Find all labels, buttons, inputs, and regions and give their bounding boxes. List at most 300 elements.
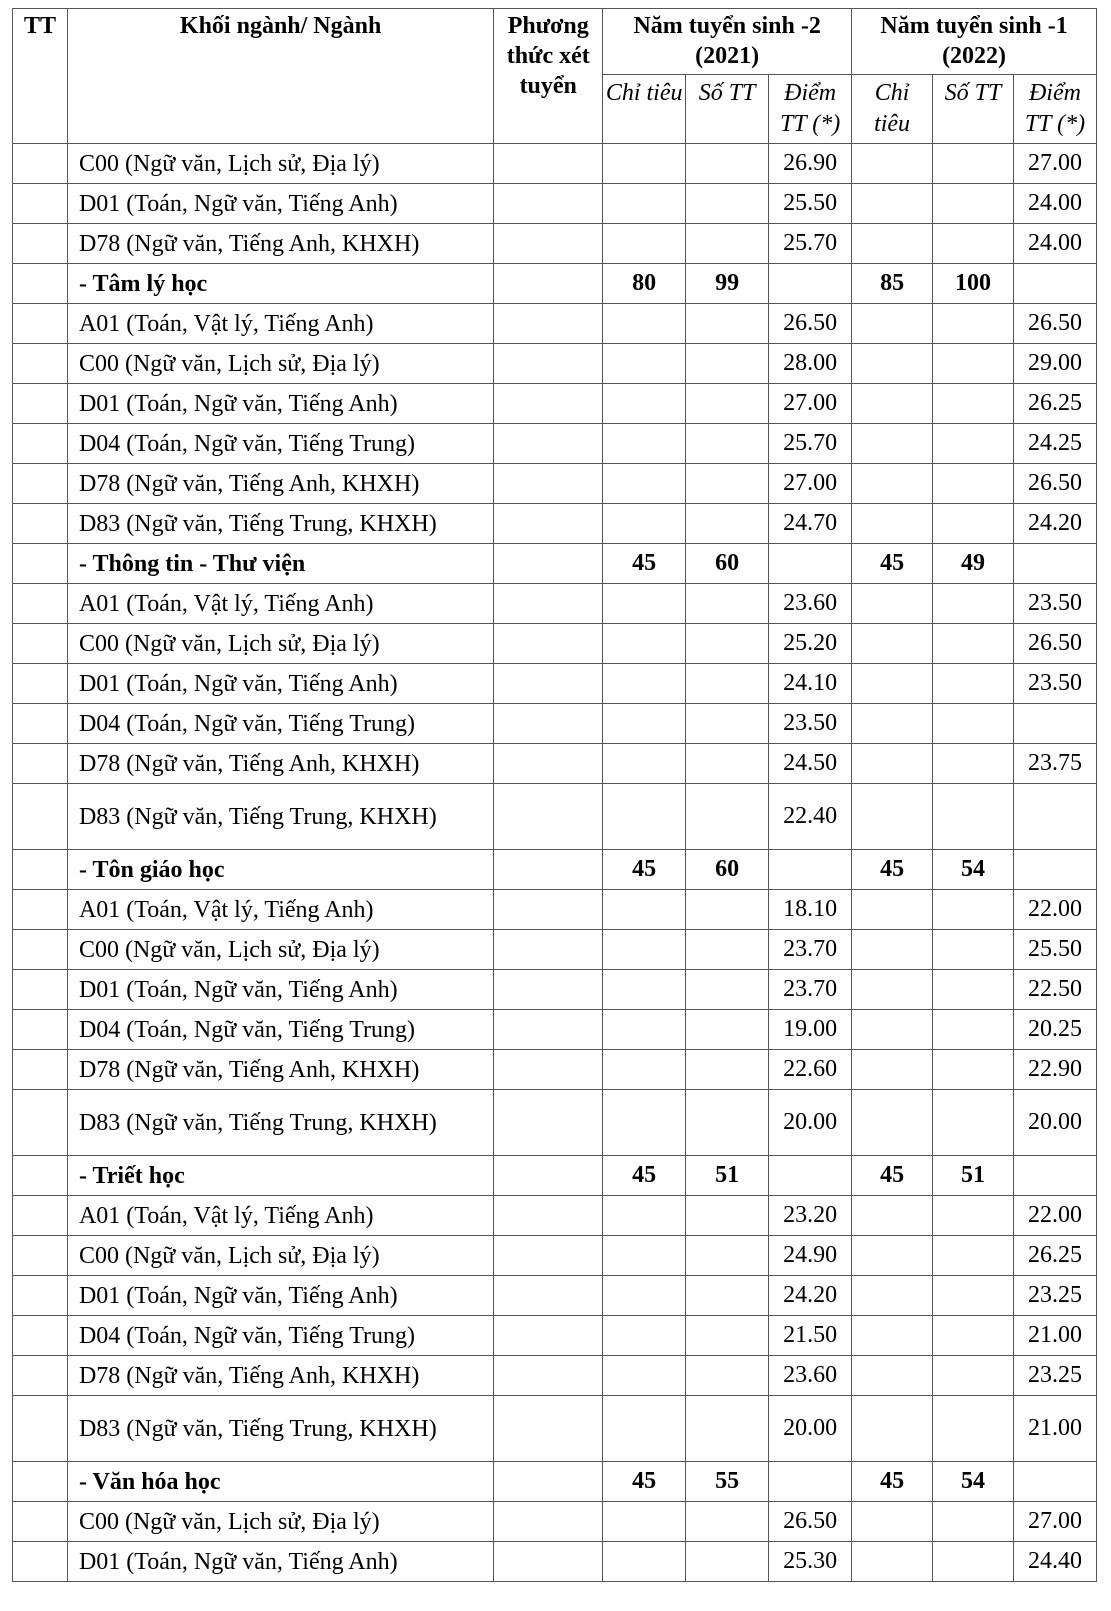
diem-tt-2022-cell: 23.25 <box>1013 1276 1096 1316</box>
diem-tt-2022-cell: 21.00 <box>1013 1396 1096 1462</box>
diem-tt-2022-cell: 24.25 <box>1013 424 1096 464</box>
tt-cell <box>13 664 68 704</box>
program-name-cell: C00 (Ngữ văn, Lịch sử, Địa lý) <box>67 624 493 664</box>
method-cell <box>494 890 603 930</box>
so-tt-2022-cell <box>933 970 1014 1010</box>
header-so-tt-2022: Số TT <box>933 75 1014 144</box>
combination-row <box>13 184 1097 224</box>
major-row <box>13 1462 1097 1502</box>
tt-cell <box>13 1196 68 1236</box>
diem-tt-2022-cell: 24.00 <box>1013 184 1096 224</box>
so-tt-2022-cell <box>933 424 1014 464</box>
diem-tt-2021-cell: 18.10 <box>769 890 852 930</box>
combination-row <box>13 464 1097 504</box>
method-cell <box>494 624 603 664</box>
diem-tt-2022-cell: 26.50 <box>1013 304 1096 344</box>
diem-tt-2022-cell: 24.00 <box>1013 224 1096 264</box>
table-header <box>13 9 1097 144</box>
program-name-cell: C00 (Ngữ văn, Lịch sử, Địa lý) <box>67 1502 493 1542</box>
method-cell <box>494 464 603 504</box>
program-name-cell: C00 (Ngữ văn, Lịch sử, Địa lý) <box>67 344 493 384</box>
program-name-cell: A01 (Toán, Vật lý, Tiếng Anh) <box>67 1196 493 1236</box>
header-year-2021: Năm tuyển sinh -2 (2021) <box>603 9 852 75</box>
program-name-cell: D04 (Toán, Ngữ văn, Tiếng Trung) <box>67 704 493 744</box>
chi-tieu-2021-cell <box>603 1050 686 1090</box>
diem-tt-2022-cell: 22.90 <box>1013 1050 1096 1090</box>
chi-tieu-2021-cell <box>603 1196 686 1236</box>
combination-row <box>13 1396 1097 1462</box>
chi-tieu-2021-cell <box>603 1542 686 1582</box>
combination-row <box>13 1276 1097 1316</box>
so-tt-2021-cell <box>686 930 769 970</box>
method-cell <box>494 784 603 850</box>
so-tt-2021-cell <box>686 1276 769 1316</box>
diem-tt-2021-cell: 27.00 <box>769 384 852 424</box>
so-tt-2021-cell <box>686 384 769 424</box>
combination-row <box>13 1502 1097 1542</box>
so-tt-2021-cell <box>686 784 769 850</box>
so-tt-2021-cell <box>686 704 769 744</box>
diem-tt-2022-cell: 26.25 <box>1013 384 1096 424</box>
chi-tieu-2021-cell: 45 <box>603 850 686 890</box>
diem-tt-2022-cell: 20.00 <box>1013 1090 1096 1156</box>
so-tt-2021-cell: 51 <box>686 1156 769 1196</box>
program-name-cell: D78 (Ngữ văn, Tiếng Anh, KHXH) <box>67 1050 493 1090</box>
diem-tt-2022-cell: 23.50 <box>1013 664 1096 704</box>
chi-tieu-2021-cell <box>603 1276 686 1316</box>
program-name-cell: D04 (Toán, Ngữ văn, Tiếng Trung) <box>67 424 493 464</box>
combination-row <box>13 1196 1097 1236</box>
tt-cell <box>13 144 68 184</box>
chi-tieu-2021-cell <box>603 930 686 970</box>
so-tt-2022-cell: 49 <box>933 544 1014 584</box>
so-tt-2022-cell <box>933 784 1014 850</box>
chi-tieu-2022-cell <box>852 384 933 424</box>
so-tt-2021-cell <box>686 744 769 784</box>
diem-tt-2022-cell: 23.25 <box>1013 1356 1096 1396</box>
chi-tieu-2022-cell <box>852 664 933 704</box>
diem-tt-2022-cell: 20.25 <box>1013 1010 1096 1050</box>
chi-tieu-2022-cell: 45 <box>852 1156 933 1196</box>
so-tt-2021-cell <box>686 1356 769 1396</box>
diem-tt-2022-cell <box>1013 784 1096 850</box>
so-tt-2021-cell <box>686 1050 769 1090</box>
chi-tieu-2021-cell <box>603 704 686 744</box>
tt-cell <box>13 584 68 624</box>
diem-tt-2021-cell: 24.90 <box>769 1236 852 1276</box>
header-phuong-thuc: Phương thức xét tuyển <box>494 9 603 144</box>
diem-tt-2021-cell: 20.00 <box>769 1396 852 1462</box>
method-cell <box>494 1050 603 1090</box>
so-tt-2022-cell <box>933 224 1014 264</box>
program-name-cell: A01 (Toán, Vật lý, Tiếng Anh) <box>67 584 493 624</box>
diem-tt-2021-cell: 24.50 <box>769 744 852 784</box>
major-row <box>13 1156 1097 1196</box>
tt-cell <box>13 384 68 424</box>
tt-cell <box>13 1090 68 1156</box>
so-tt-2021-cell: 99 <box>686 264 769 304</box>
chi-tieu-2021-cell <box>603 1502 686 1542</box>
so-tt-2022-cell <box>933 584 1014 624</box>
so-tt-2022-cell <box>933 1236 1014 1276</box>
tt-cell <box>13 1050 68 1090</box>
method-cell <box>494 584 603 624</box>
program-name-cell: D83 (Ngữ văn, Tiếng Trung, KHXH) <box>67 1396 493 1462</box>
chi-tieu-2022-cell <box>852 1090 933 1156</box>
chi-tieu-2021-cell <box>603 584 686 624</box>
so-tt-2022-cell <box>933 890 1014 930</box>
method-cell <box>494 384 603 424</box>
program-name-cell: D04 (Toán, Ngữ văn, Tiếng Trung) <box>67 1010 493 1050</box>
so-tt-2021-cell <box>686 224 769 264</box>
chi-tieu-2021-cell <box>603 384 686 424</box>
method-cell <box>494 184 603 224</box>
combination-row <box>13 384 1097 424</box>
chi-tieu-2021-cell <box>603 144 686 184</box>
combination-row <box>13 970 1097 1010</box>
chi-tieu-2021-cell <box>603 970 686 1010</box>
so-tt-2021-cell: 60 <box>686 544 769 584</box>
combination-row <box>13 1090 1097 1156</box>
method-cell <box>494 424 603 464</box>
so-tt-2022-cell <box>933 930 1014 970</box>
program-name-cell: - Văn hóa học <box>67 1462 493 1502</box>
diem-tt-2021-cell: 23.60 <box>769 584 852 624</box>
chi-tieu-2022-cell <box>852 424 933 464</box>
header-diem-tt-2022: Điểm TT (*) <box>1013 75 1096 144</box>
header-khoi-nganh: Khối ngành/ Ngành <box>67 9 493 144</box>
method-cell <box>494 1356 603 1396</box>
diem-tt-2022-cell <box>1013 1156 1096 1196</box>
tt-cell <box>13 1502 68 1542</box>
tt-cell <box>13 504 68 544</box>
chi-tieu-2022-cell <box>852 704 933 744</box>
diem-tt-2021-cell: 26.50 <box>769 1502 852 1542</box>
so-tt-2021-cell <box>686 624 769 664</box>
diem-tt-2021-cell: 23.20 <box>769 1196 852 1236</box>
combination-row <box>13 1236 1097 1276</box>
diem-tt-2022-cell: 29.00 <box>1013 344 1096 384</box>
major-row <box>13 264 1097 304</box>
chi-tieu-2022-cell <box>852 224 933 264</box>
so-tt-2022-cell <box>933 384 1014 424</box>
so-tt-2022-cell: 54 <box>933 850 1014 890</box>
diem-tt-2021-cell: 25.70 <box>769 224 852 264</box>
diem-tt-2021-cell: 23.60 <box>769 1356 852 1396</box>
tt-cell <box>13 890 68 930</box>
chi-tieu-2022-cell <box>852 1356 933 1396</box>
tt-cell <box>13 850 68 890</box>
header-so-tt-2021: Số TT <box>686 75 769 144</box>
tt-cell <box>13 184 68 224</box>
chi-tieu-2021-cell <box>603 1396 686 1462</box>
header-tt: TT <box>13 9 68 144</box>
chi-tieu-2022-cell <box>852 344 933 384</box>
so-tt-2021-cell <box>686 1196 769 1236</box>
so-tt-2022-cell <box>933 704 1014 744</box>
tt-cell <box>13 1462 68 1502</box>
combination-row <box>13 1542 1097 1582</box>
tt-cell <box>13 704 68 744</box>
chi-tieu-2022-cell <box>852 1196 933 1236</box>
method-cell <box>494 1462 603 1502</box>
diem-tt-2022-cell <box>1013 544 1096 584</box>
diem-tt-2022-cell: 21.00 <box>1013 1316 1096 1356</box>
chi-tieu-2021-cell <box>603 224 686 264</box>
diem-tt-2022-cell: 26.50 <box>1013 624 1096 664</box>
tt-cell <box>13 344 68 384</box>
combination-row <box>13 744 1097 784</box>
admission-score-table <box>12 8 1097 1582</box>
program-name-cell: D01 (Toán, Ngữ văn, Tiếng Anh) <box>67 1276 493 1316</box>
diem-tt-2021-cell <box>769 1462 852 1502</box>
diem-tt-2022-cell <box>1013 1462 1096 1502</box>
program-name-cell: D78 (Ngữ văn, Tiếng Anh, KHXH) <box>67 744 493 784</box>
diem-tt-2021-cell: 28.00 <box>769 344 852 384</box>
so-tt-2021-cell <box>686 304 769 344</box>
so-tt-2021-cell <box>686 424 769 464</box>
combination-row <box>13 890 1097 930</box>
chi-tieu-2021-cell <box>603 184 686 224</box>
chi-tieu-2022-cell <box>852 584 933 624</box>
chi-tieu-2021-cell <box>603 1236 686 1276</box>
diem-tt-2022-cell: 22.50 <box>1013 970 1096 1010</box>
combination-row <box>13 624 1097 664</box>
chi-tieu-2022-cell <box>852 1050 933 1090</box>
method-cell <box>494 1396 603 1462</box>
chi-tieu-2022-cell <box>852 784 933 850</box>
so-tt-2022-cell <box>933 1090 1014 1156</box>
combination-row <box>13 304 1097 344</box>
method-cell <box>494 304 603 344</box>
tt-cell <box>13 1356 68 1396</box>
chi-tieu-2022-cell: 85 <box>852 264 933 304</box>
method-cell <box>494 544 603 584</box>
diem-tt-2021-cell: 25.70 <box>769 424 852 464</box>
so-tt-2021-cell <box>686 1502 769 1542</box>
method-cell <box>494 704 603 744</box>
so-tt-2022-cell <box>933 464 1014 504</box>
diem-tt-2022-cell: 24.20 <box>1013 504 1096 544</box>
method-cell <box>494 970 603 1010</box>
so-tt-2022-cell <box>933 624 1014 664</box>
diem-tt-2022-cell: 23.50 <box>1013 584 1096 624</box>
chi-tieu-2022-cell <box>852 304 933 344</box>
diem-tt-2021-cell: 23.50 <box>769 704 852 744</box>
major-row <box>13 544 1097 584</box>
so-tt-2021-cell <box>686 504 769 544</box>
program-name-cell: D83 (Ngữ văn, Tiếng Trung, KHXH) <box>67 504 493 544</box>
method-cell <box>494 1090 603 1156</box>
diem-tt-2022-cell: 26.25 <box>1013 1236 1096 1276</box>
so-tt-2022-cell <box>933 1396 1014 1462</box>
chi-tieu-2021-cell <box>603 664 686 704</box>
so-tt-2022-cell: 100 <box>933 264 1014 304</box>
method-cell <box>494 144 603 184</box>
program-name-cell: D01 (Toán, Ngữ văn, Tiếng Anh) <box>67 1542 493 1582</box>
chi-tieu-2022-cell <box>852 464 933 504</box>
chi-tieu-2022-cell <box>852 1396 933 1462</box>
table-body <box>13 144 1097 1582</box>
so-tt-2022-cell <box>933 664 1014 704</box>
chi-tieu-2022-cell <box>852 930 933 970</box>
program-name-cell: D04 (Toán, Ngữ văn, Tiếng Trung) <box>67 1316 493 1356</box>
chi-tieu-2022-cell <box>852 744 933 784</box>
diem-tt-2021-cell: 23.70 <box>769 930 852 970</box>
tt-cell <box>13 970 68 1010</box>
chi-tieu-2022-cell: 45 <box>852 850 933 890</box>
method-cell <box>494 1156 603 1196</box>
so-tt-2021-cell <box>686 1236 769 1276</box>
so-tt-2021-cell: 60 <box>686 850 769 890</box>
chi-tieu-2021-cell <box>603 1090 686 1156</box>
tt-cell <box>13 264 68 304</box>
chi-tieu-2022-cell <box>852 890 933 930</box>
chi-tieu-2021-cell <box>603 504 686 544</box>
chi-tieu-2021-cell <box>603 424 686 464</box>
program-name-cell: A01 (Toán, Vật lý, Tiếng Anh) <box>67 304 493 344</box>
diem-tt-2021-cell: 24.70 <box>769 504 852 544</box>
method-cell <box>494 1502 603 1542</box>
program-name-cell: - Tâm lý học <box>67 264 493 304</box>
chi-tieu-2021-cell <box>603 744 686 784</box>
program-name-cell: C00 (Ngữ văn, Lịch sử, Địa lý) <box>67 1236 493 1276</box>
chi-tieu-2022-cell <box>852 144 933 184</box>
so-tt-2022-cell <box>933 1502 1014 1542</box>
so-tt-2022-cell <box>933 184 1014 224</box>
header-diem-tt-2021: Điểm TT (*) <box>769 75 852 144</box>
diem-tt-2021-cell: 23.70 <box>769 970 852 1010</box>
diem-tt-2021-cell: 25.20 <box>769 624 852 664</box>
diem-tt-2022-cell: 24.40 <box>1013 1542 1096 1582</box>
program-name-cell: D01 (Toán, Ngữ văn, Tiếng Anh) <box>67 184 493 224</box>
method-cell <box>494 930 603 970</box>
tt-cell <box>13 1316 68 1356</box>
chi-tieu-2022-cell: 45 <box>852 544 933 584</box>
program-name-cell: D78 (Ngữ văn, Tiếng Anh, KHXH) <box>67 1356 493 1396</box>
so-tt-2021-cell <box>686 1010 769 1050</box>
method-cell <box>494 224 603 264</box>
so-tt-2021-cell: 55 <box>686 1462 769 1502</box>
program-name-cell: D78 (Ngữ văn, Tiếng Anh, KHXH) <box>67 224 493 264</box>
diem-tt-2022-cell: 22.00 <box>1013 890 1096 930</box>
chi-tieu-2022-cell <box>852 1502 933 1542</box>
tt-cell <box>13 784 68 850</box>
program-name-cell: D01 (Toán, Ngữ văn, Tiếng Anh) <box>67 970 493 1010</box>
so-tt-2022-cell <box>933 504 1014 544</box>
program-name-cell: - Tôn giáo học <box>67 850 493 890</box>
chi-tieu-2021-cell <box>603 624 686 664</box>
combination-row <box>13 1050 1097 1090</box>
diem-tt-2022-cell: 26.50 <box>1013 464 1096 504</box>
combination-row <box>13 1316 1097 1356</box>
diem-tt-2022-cell: 22.00 <box>1013 1196 1096 1236</box>
so-tt-2021-cell <box>686 464 769 504</box>
diem-tt-2021-cell: 22.40 <box>769 784 852 850</box>
tt-cell <box>13 304 68 344</box>
program-name-cell: D01 (Toán, Ngữ văn, Tiếng Anh) <box>67 664 493 704</box>
so-tt-2022-cell <box>933 304 1014 344</box>
chi-tieu-2021-cell <box>603 784 686 850</box>
diem-tt-2021-cell: 27.00 <box>769 464 852 504</box>
program-name-cell: D01 (Toán, Ngữ văn, Tiếng Anh) <box>67 384 493 424</box>
method-cell <box>494 1316 603 1356</box>
tt-cell <box>13 424 68 464</box>
diem-tt-2022-cell <box>1013 850 1096 890</box>
combination-row <box>13 144 1097 184</box>
chi-tieu-2021-cell <box>603 304 686 344</box>
tt-cell <box>13 1156 68 1196</box>
chi-tieu-2022-cell <box>852 1542 933 1582</box>
chi-tieu-2021-cell <box>603 344 686 384</box>
so-tt-2022-cell <box>933 1276 1014 1316</box>
method-cell <box>494 1236 603 1276</box>
so-tt-2022-cell <box>933 1196 1014 1236</box>
so-tt-2021-cell <box>686 1542 769 1582</box>
diem-tt-2021-cell <box>769 850 852 890</box>
diem-tt-2021-cell: 20.00 <box>769 1090 852 1156</box>
diem-tt-2021-cell: 24.10 <box>769 664 852 704</box>
combination-row <box>13 504 1097 544</box>
diem-tt-2022-cell: 25.50 <box>1013 930 1096 970</box>
diem-tt-2022-cell <box>1013 264 1096 304</box>
chi-tieu-2022-cell <box>852 1236 933 1276</box>
so-tt-2022-cell <box>933 1356 1014 1396</box>
chi-tieu-2021-cell <box>603 1316 686 1356</box>
diem-tt-2021-cell <box>769 1156 852 1196</box>
tt-cell <box>13 1276 68 1316</box>
so-tt-2021-cell <box>686 890 769 930</box>
chi-tieu-2021-cell <box>603 1356 686 1396</box>
chi-tieu-2021-cell: 45 <box>603 1156 686 1196</box>
program-name-cell: C00 (Ngữ văn, Lịch sử, Địa lý) <box>67 144 493 184</box>
chi-tieu-2022-cell <box>852 184 933 224</box>
major-row <box>13 850 1097 890</box>
program-name-cell: - Thông tin - Thư viện <box>67 544 493 584</box>
so-tt-2021-cell <box>686 184 769 224</box>
program-name-cell: D83 (Ngữ văn, Tiếng Trung, KHXH) <box>67 784 493 850</box>
diem-tt-2021-cell: 22.60 <box>769 1050 852 1090</box>
chi-tieu-2021-cell: 80 <box>603 264 686 304</box>
chi-tieu-2022-cell <box>852 1316 933 1356</box>
chi-tieu-2022-cell <box>852 504 933 544</box>
so-tt-2021-cell <box>686 344 769 384</box>
tt-cell <box>13 464 68 504</box>
method-cell <box>494 1542 603 1582</box>
diem-tt-2021-cell: 24.20 <box>769 1276 852 1316</box>
so-tt-2021-cell <box>686 1090 769 1156</box>
so-tt-2021-cell <box>686 584 769 624</box>
diem-tt-2022-cell: 23.75 <box>1013 744 1096 784</box>
chi-tieu-2022-cell: 45 <box>852 1462 933 1502</box>
chi-tieu-2022-cell <box>852 1276 933 1316</box>
combination-row <box>13 584 1097 624</box>
so-tt-2022-cell <box>933 344 1014 384</box>
so-tt-2022-cell <box>933 1010 1014 1050</box>
diem-tt-2022-cell: 27.00 <box>1013 144 1096 184</box>
program-name-cell: A01 (Toán, Vật lý, Tiếng Anh) <box>67 890 493 930</box>
method-cell <box>494 504 603 544</box>
header-chi-tieu-2021: Chỉ tiêu <box>603 75 686 144</box>
combination-row <box>13 344 1097 384</box>
combination-row <box>13 424 1097 464</box>
so-tt-2022-cell <box>933 1050 1014 1090</box>
diem-tt-2021-cell <box>769 264 852 304</box>
chi-tieu-2022-cell <box>852 624 933 664</box>
method-cell <box>494 850 603 890</box>
combination-row <box>13 930 1097 970</box>
so-tt-2022-cell: 51 <box>933 1156 1014 1196</box>
